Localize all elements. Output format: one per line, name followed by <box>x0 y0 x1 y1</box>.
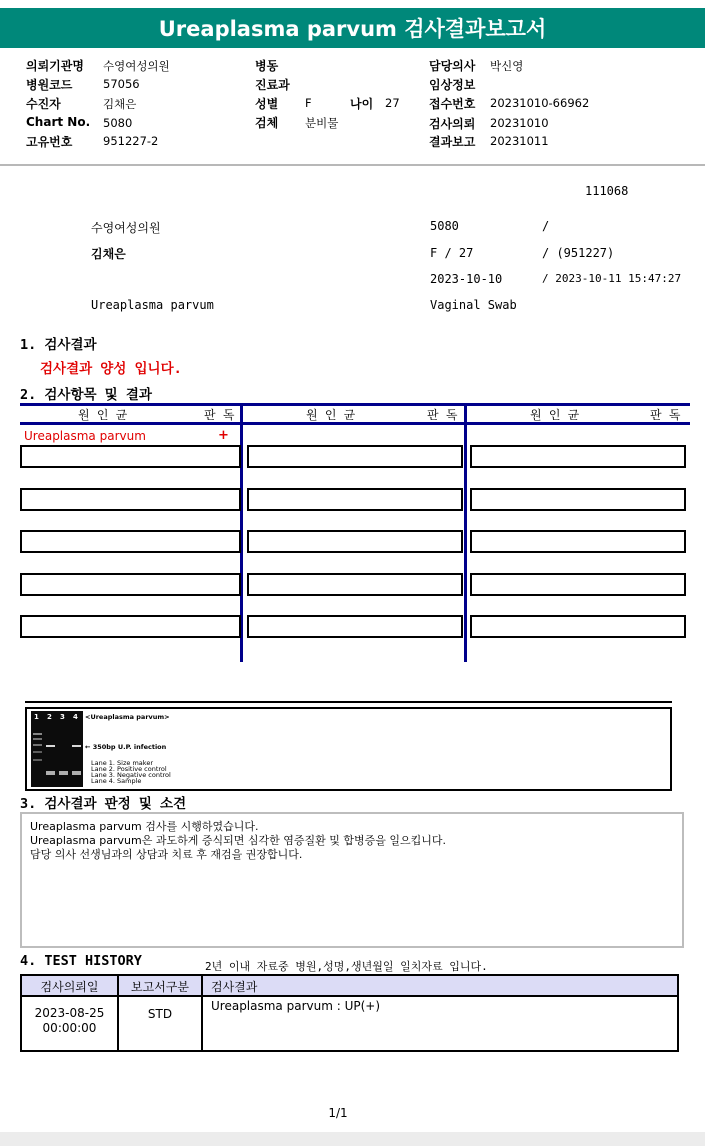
summary-patient: 김채은 <box>91 247 126 261</box>
code-value: 57056 <box>103 77 140 91</box>
gel-band <box>46 771 55 775</box>
summary-specimen: Vaginal Swab <box>430 298 517 312</box>
history-table <box>20 974 679 1052</box>
gel-title: <Ureaplasma parvum> <box>85 713 170 721</box>
report-label: 결과보고 <box>429 135 476 149</box>
hospital-value: 수영여성의원 <box>103 59 170 73</box>
history-col-separator <box>201 976 203 1050</box>
unique-label: 고유번호 <box>26 135 73 149</box>
doctor-value: 박신영 <box>490 59 524 73</box>
section4-heading: 4. TEST HISTORY <box>20 953 142 969</box>
footer-bar <box>0 1132 705 1146</box>
gel-band <box>59 771 68 775</box>
history-col-type: 보고서구분 <box>131 980 189 994</box>
result-box <box>247 615 463 638</box>
lane-number: 2 <box>47 713 52 721</box>
pathogen-result: + <box>218 428 229 443</box>
sex-value: F <box>305 96 312 110</box>
gel-band <box>46 745 55 747</box>
specimen-label: 검체 <box>255 116 279 130</box>
patient-label: 수진자 <box>26 97 61 111</box>
request-value: 20231010 <box>490 116 549 130</box>
lane-number: 4 <box>73 713 78 721</box>
result-box <box>20 615 241 638</box>
col-pathogen-1: 원 인 균 <box>78 408 128 422</box>
result-box <box>20 488 241 511</box>
result-box <box>247 573 463 596</box>
history-row-result: Ureaplasma parvum : UP(+) <box>211 999 381 1013</box>
age-label: 나이 <box>350 97 374 111</box>
gel-band <box>72 771 81 775</box>
sex-label: 성별 <box>255 97 279 111</box>
result-box <box>247 530 463 553</box>
history-row-date: 2023-08-25 <box>34 1006 105 1020</box>
grid-divider-2 <box>464 403 467 662</box>
history-row-type: STD <box>147 1007 173 1021</box>
history-row-time: 00:00:00 <box>42 1021 97 1035</box>
result-box <box>20 530 241 553</box>
summary-slash: / <box>542 219 550 233</box>
gel-legend-item: Lane 3. Negative control <box>91 771 171 779</box>
section2-heading: 2. 검사항목 및 결과 <box>20 387 152 403</box>
gel-arrow-label: ← 350bp U.P. infection <box>85 743 167 751</box>
lane-number: 1 <box>34 713 39 721</box>
result-box <box>20 445 241 468</box>
summary-test-name: Ureaplasma parvum <box>91 298 214 312</box>
gel-band <box>33 759 42 761</box>
history-col-result: 검사결과 <box>211 980 258 994</box>
gel-legend-item: Lane 1. Size maker <box>91 759 153 767</box>
hospital-label: 의뢰기관명 <box>26 59 84 73</box>
dept-label: 진료과 <box>255 78 290 92</box>
summary-hospital: 수영여성의원 <box>91 221 161 235</box>
history-col-date: 검사의뢰일 <box>40 980 99 994</box>
unique-value: 951227-2 <box>103 134 159 148</box>
result-box <box>470 488 686 511</box>
report-value: 20231011 <box>490 134 549 148</box>
result-box <box>470 530 686 553</box>
gel-legend-item: Lane 2. Positive control <box>91 765 167 773</box>
page-number: 1/1 <box>328 1106 348 1120</box>
pathogen-name: Ureaplasma parvum <box>24 429 146 443</box>
positive-result: 검사결과 양성 입니다. <box>40 361 182 377</box>
result-box <box>470 445 686 468</box>
gel-band <box>33 738 42 740</box>
col-judge-2: 판 독 <box>427 408 458 422</box>
opinion-line: Ureaplasma parvum 검사를 시행하였습니다. <box>30 820 259 833</box>
code-label: 병원코드 <box>26 78 73 92</box>
summary-birth: / (951227) <box>542 246 615 260</box>
history-note: 2년 이내 자료중 병원,성명,생년월일 일치자료 입니다. <box>205 960 488 973</box>
chart-value: 5080 <box>103 116 133 130</box>
section3-heading: 3. 검사결과 판정 및 소견 <box>20 796 187 812</box>
request-label: 검사의뢰 <box>429 117 476 131</box>
col-pathogen-2: 원 인 균 <box>306 408 356 422</box>
gel-band <box>72 745 81 747</box>
info-divider <box>0 164 705 166</box>
summary-request-date: 2023-10-10 <box>430 272 503 286</box>
receipt-value: 20231010-66962 <box>490 96 590 110</box>
gel-separator <box>25 701 672 703</box>
patient-value: 김채은 <box>103 97 137 111</box>
result-box <box>247 488 463 511</box>
opinion-box <box>20 812 684 948</box>
result-box <box>247 445 463 468</box>
gel-electrophoresis-image <box>31 711 83 787</box>
col-pathogen-3: 원 인 균 <box>530 408 580 422</box>
summary-sex-age: F / 27 <box>430 246 474 260</box>
result-box <box>20 573 241 596</box>
summary-number: 111068 <box>585 184 629 198</box>
gel-legend-item: Lane 4. Sample <box>91 777 142 785</box>
specimen-value: 분비물 <box>305 116 339 130</box>
opinion-line: Ureaplasma parvum은 과도하게 증식되면 심각한 염증질환 및 합병증을 일으킵니다. <box>30 834 446 847</box>
lane-number: 3 <box>60 713 65 721</box>
summary-chart-no: 5080 <box>430 219 459 233</box>
col-judge-1: 판 독 <box>204 408 235 422</box>
section1-heading: 1. 검사결과 <box>20 337 97 353</box>
doctor-label: 담당의사 <box>429 59 476 73</box>
ward-label: 병동 <box>255 59 279 73</box>
summary-report-datetime: / 2023-10-11 15:47:27 <box>542 272 682 285</box>
report-title: Ureaplasma parvum 검사결과보고서 <box>0 8 705 48</box>
gel-band <box>33 744 42 746</box>
clinical-label: 임상정보 <box>429 78 476 92</box>
chart-label: Chart No. <box>26 115 91 129</box>
age-value: 27 <box>385 96 400 110</box>
receipt-label: 접수번호 <box>429 97 476 111</box>
result-box <box>470 615 686 638</box>
result-box <box>470 573 686 596</box>
col-judge-3: 판 독 <box>650 408 681 422</box>
gel-band <box>33 733 42 735</box>
gel-band <box>33 751 42 753</box>
opinion-line: 담당 의사 선생님과의 상담과 치료 후 재검을 권장합니다. <box>30 848 303 861</box>
